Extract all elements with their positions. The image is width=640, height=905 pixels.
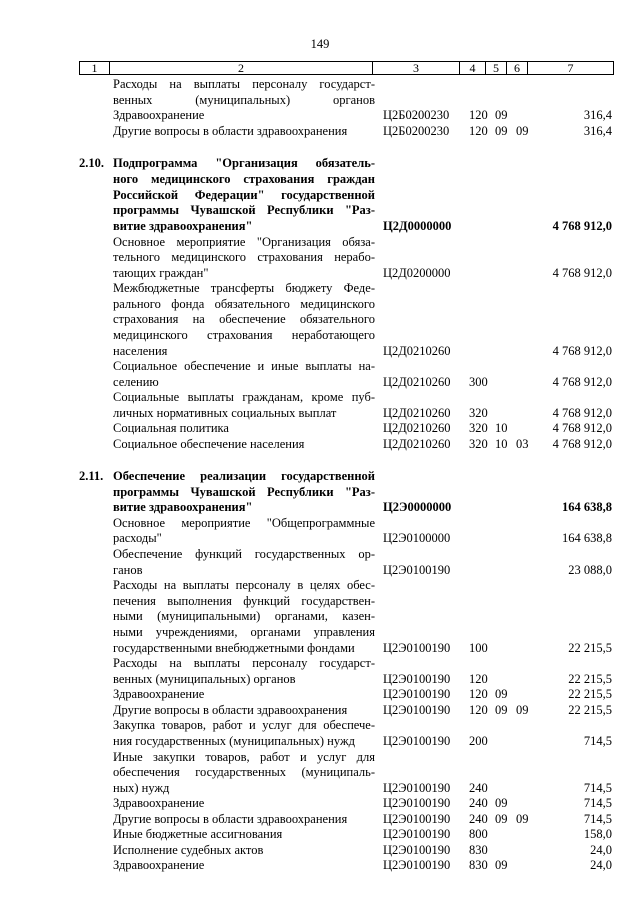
row-subsection: 03 (516, 437, 529, 451)
row-code: Ц2Д0210260 (383, 406, 451, 420)
row-code: Ц2Э0100190 (383, 672, 451, 686)
row-expense-type: 320 (469, 421, 488, 435)
row-code: Ц2Э0100190 (383, 781, 451, 795)
row-expense-type: 830 (469, 858, 488, 872)
row-code: Ц2Б0200230 (383, 124, 450, 138)
row-amount: 714,5 (583, 796, 612, 810)
row-expense-type: 120 (469, 687, 488, 701)
row-expense-type: 120 (469, 703, 488, 717)
row-name: Межбюджетные трансферты бюджету Феде- (113, 281, 375, 295)
row-name: Основное мероприятие "Общепрограммные (113, 516, 375, 530)
row-name: ганов (113, 563, 143, 577)
row-name: программы Чувашской Республики "Раз- (113, 485, 375, 499)
row-name: витие здравоохранения" (113, 219, 253, 233)
row-name: ными (муниципальными) органами, казен- (113, 609, 375, 623)
row-expense-type: 240 (469, 781, 488, 795)
row-name: ных) нужд (113, 781, 170, 795)
row-amount: 4 768 912,0 (552, 266, 612, 280)
row-name: Другие вопросы в области здравоохранения (113, 124, 348, 138)
row-section: 09 (495, 108, 508, 122)
row-name: Социальная политика (113, 421, 229, 435)
row-name: Подпрограмма "Организация обязатель- (113, 156, 375, 170)
row-name: медицинского страхования неработающего (113, 328, 375, 342)
section-number: 2.10. (79, 156, 104, 170)
row-name: Обеспечение реализации государственной (113, 469, 375, 483)
row-name: венных (муниципальных) органов (113, 672, 296, 686)
row-expense-type: 120 (469, 124, 488, 138)
row-name: Другие вопросы в области здравоохранения (113, 812, 348, 826)
row-name: Другие вопросы в области здравоохранения (113, 703, 348, 717)
row-name: расходы" (113, 531, 162, 545)
row-amount: 714,5 (583, 781, 612, 795)
row-name: витие здравоохранения" (113, 500, 253, 514)
row-amount: 4 768 912,0 (552, 406, 612, 420)
row-amount: 158,0 (583, 827, 612, 841)
row-amount: 22 215,5 (568, 641, 612, 655)
row-code: Ц2Э0100000 (383, 531, 451, 545)
row-name: Здравоохранение (113, 858, 205, 872)
row-expense-type: 100 (469, 641, 488, 655)
row-code: Ц2Э0100190 (383, 563, 451, 577)
header-col-2: 2 (110, 62, 373, 75)
row-code: Ц2Э0100190 (383, 796, 451, 810)
row-name: Расходы на выплаты персоналу в целях обес- (113, 578, 375, 592)
row-amount: 714,5 (583, 812, 612, 826)
row-section: 09 (495, 858, 508, 872)
row-expense-type: 830 (469, 843, 488, 857)
row-section: 09 (495, 812, 508, 826)
row-name: ного медицинского страхования граждан (113, 172, 375, 186)
row-amount: 22 215,5 (568, 672, 612, 686)
row-expense-type: 240 (469, 812, 488, 826)
row-code: Ц2Э0100190 (383, 641, 451, 655)
row-name: Закупка товаров, работ и услуг для обеспече- (113, 718, 375, 732)
row-name: Здравоохранение (113, 687, 205, 701)
row-code: Ц2Э0100190 (383, 812, 451, 826)
row-subsection: 09 (516, 812, 529, 826)
row-amount: 4 768 912,0 (552, 375, 612, 389)
row-subsection: 09 (516, 703, 529, 717)
row-expense-type: 320 (469, 406, 488, 420)
row-name: Основное мероприятие "Организация обяза- (113, 235, 375, 249)
row-code: Ц2Д0210260 (383, 437, 451, 451)
row-subsection: 09 (516, 124, 529, 138)
row-code: Ц2Б0200230 (383, 108, 450, 122)
row-name: Расходы на выплаты персоналу государст- (113, 656, 375, 670)
row-section: 09 (495, 124, 508, 138)
table-header (79, 61, 614, 75)
row-name: ния государственных (муниципальных) нужд (113, 734, 355, 748)
row-amount: 24,0 (590, 858, 612, 872)
row-name: рального фонда обязательного медицинского (113, 297, 375, 311)
row-expense-type: 240 (469, 796, 488, 810)
row-name: Обеспечение функций государственных ор- (113, 547, 375, 561)
row-amount: 164 638,8 (562, 500, 612, 514)
header-col-3: 3 (373, 62, 460, 75)
row-amount: 4 768 912,0 (552, 344, 612, 358)
row-code: Ц2Д0210260 (383, 421, 451, 435)
row-code: Ц2Д0210260 (383, 344, 451, 358)
row-name: Иные закупки товаров, работ и услуг для (113, 750, 375, 764)
row-amount: 316,4 (583, 108, 612, 122)
row-code: Ц2Э0100190 (383, 687, 451, 701)
row-name: личных нормативных социальных выплат (113, 406, 337, 420)
row-section: 09 (495, 687, 508, 701)
row-expense-type: 300 (469, 375, 488, 389)
row-name: Здравоохранение (113, 796, 205, 810)
row-name: селению (113, 375, 159, 389)
row-code: Ц2Э0100190 (383, 858, 451, 872)
row-name: Здравоохранение (113, 108, 205, 122)
row-amount: 22 215,5 (568, 687, 612, 701)
row-name: ными учреждениями, органами управления (113, 625, 375, 639)
row-amount: 164 638,8 (562, 531, 612, 545)
row-amount: 24,0 (590, 843, 612, 857)
row-code: Ц2Д0000000 (383, 219, 452, 233)
row-code: Ц2Э0100190 (383, 843, 451, 857)
row-code: Ц2Д0200000 (383, 266, 451, 280)
row-name: Иные бюджетные ассигнования (113, 827, 283, 841)
row-name: тающих граждан" (113, 266, 209, 280)
row-amount: 23 088,0 (568, 563, 612, 577)
row-amount: 714,5 (583, 734, 612, 748)
row-code: Ц2Э0100190 (383, 703, 451, 717)
row-amount: 4 768 912,0 (552, 421, 612, 435)
row-name: государственными внебюджетными фондами (113, 641, 355, 655)
row-code: Ц2Э0100190 (383, 827, 451, 841)
row-name: обеспечения государственных (муниципаль- (113, 765, 375, 779)
row-name: Расходы на выплаты персоналу государст- (113, 77, 375, 91)
header-col-1: 1 (80, 62, 110, 75)
row-name: венных (муниципальных) органов (113, 93, 375, 107)
header-col-4: 4 (460, 62, 486, 75)
row-name: Российской Федерации" государственной (113, 188, 375, 202)
row-name: программы Чувашской Республики "Раз- (113, 203, 375, 217)
row-code: Ц2Д0210260 (383, 375, 451, 389)
row-name: страхования на обеспечение обязательного (113, 312, 375, 326)
row-expense-type: 120 (469, 672, 488, 686)
row-name: Социальное обеспечение населения (113, 437, 305, 451)
row-section: 10 (495, 421, 508, 435)
section-number: 2.11. (79, 469, 104, 483)
row-section: 10 (495, 437, 508, 451)
page-number: 149 (310, 37, 330, 51)
row-amount: 4 768 912,0 (552, 219, 612, 233)
row-section: 09 (495, 703, 508, 717)
row-expense-type: 320 (469, 437, 488, 451)
row-name: Социальное обеспечение и иные выплаты на- (113, 359, 375, 373)
header-col-5: 5 (486, 62, 507, 75)
row-code: Ц2Э0000000 (383, 500, 452, 514)
header-col-6: 6 (507, 62, 528, 75)
row-section: 09 (495, 796, 508, 810)
row-name: населения (113, 344, 168, 358)
row-expense-type: 200 (469, 734, 488, 748)
row-expense-type: 800 (469, 827, 488, 841)
row-code: Ц2Э0100190 (383, 734, 451, 748)
header-col-7: 7 (528, 62, 614, 75)
row-amount: 316,4 (583, 124, 612, 138)
row-name: печения выполнения функций государствен- (113, 594, 375, 608)
row-amount: 4 768 912,0 (552, 437, 612, 451)
row-expense-type: 120 (469, 108, 488, 122)
row-name: Социальные выплаты гражданам, кроме пуб- (113, 390, 375, 404)
row-name: тельного медицинского страхования нерабо- (113, 250, 375, 264)
row-amount: 22 215,5 (568, 703, 612, 717)
row-name: Исполнение судебных актов (113, 843, 264, 857)
